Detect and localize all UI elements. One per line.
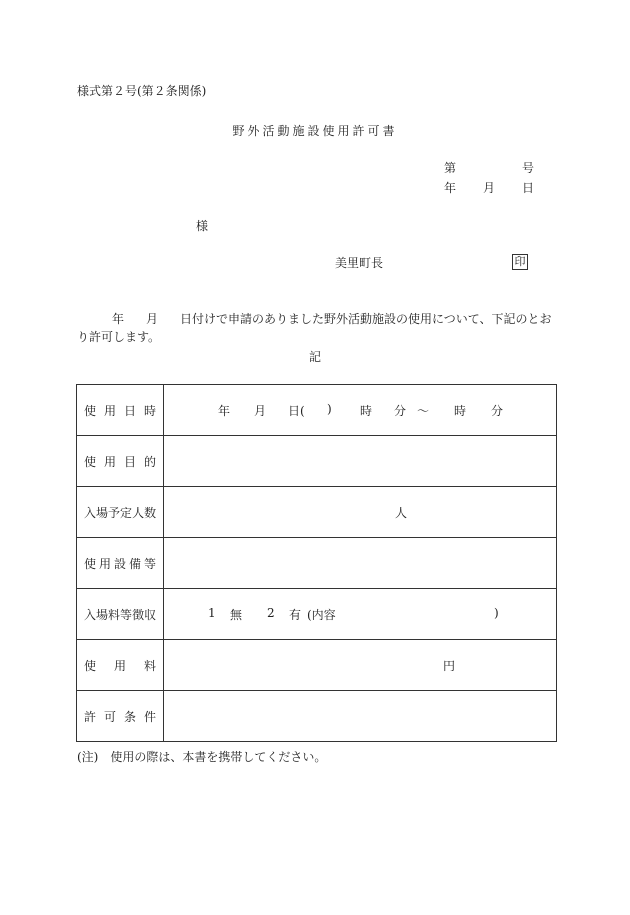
table-row-usage-date [77,385,557,436]
footnote: (注) 使用の際は、本書を携帯してください。 [77,750,327,764]
label-char: 入 [84,505,97,520]
body-text-line-1 [112,311,552,327]
label-char: 的 [143,454,156,469]
body-year-label: 年 [112,312,125,326]
table-row-fee [77,640,557,691]
ki-heading: 記 [308,350,321,364]
table-row-equipment [77,538,557,589]
issue-year-label: 年 [444,181,457,195]
number-label: 第 [444,161,457,175]
purpose-value [164,436,557,487]
body-month-label: 月 [146,312,159,326]
label-char: 使 [84,403,97,418]
label-char: 人 [132,505,145,520]
conditions-label [77,708,163,725]
label-char: 用 [113,658,126,673]
label-char: 用 [103,454,116,469]
table-row-attendance [77,487,557,538]
purpose-label [77,453,163,470]
table-row-purpose [77,436,557,487]
label-char: 用 [98,556,111,571]
table-row-admission [77,589,557,640]
issue-date-line [444,180,534,196]
body-line1-text: 日付けで申請のありました野外活動施設の使用について、下記のとお [180,312,552,326]
document-number-line [444,160,534,176]
fee-label [77,657,163,674]
admission-value: 1 無 2 有 (内容 ) [208,606,499,622]
table-row-conditions [77,691,557,742]
body-text-line-2: り許可します。 [77,330,161,344]
label-char: 使 [84,556,97,571]
label-char: 等 [143,556,156,571]
label-char: 使 [84,454,97,469]
usage-date-label [77,402,163,419]
issue-month-label: 月 [482,181,495,195]
equipment-label [77,555,163,572]
attendance-label [77,504,163,521]
label-char: 用 [103,403,116,418]
label-char: 目 [123,454,136,469]
label-char: 入 [84,607,97,622]
seal-mark: 印 [512,254,528,270]
fee-unit: 円 [443,659,456,673]
label-char: 許 [84,709,97,724]
label-char: 場 [96,505,109,520]
issuer-name: 美里町長 [335,256,384,270]
label-char: 場 [96,607,109,622]
label-char: 条 [123,709,136,724]
label-char: 料 [108,607,121,622]
number-suffix: 号 [521,161,534,175]
label-char: 日 [123,403,136,418]
conditions-value [164,691,557,742]
label-char: 予 [108,505,121,520]
label-char: 設 [113,556,126,571]
issue-day-label: 日 [521,181,534,195]
label-char: 可 [103,709,116,724]
label-char: 時 [143,403,156,418]
label-char: 数 [144,505,157,520]
admission-label [77,606,163,623]
document-title: 野外活動施設使用許可書 [232,124,398,138]
addressee-suffix: 様 [196,219,209,233]
label-char: 使 [84,658,97,673]
label-char: 収 [144,607,157,622]
label-char: 備 [128,556,141,571]
usage-date-value: 年 月 日( ) 時 分 ～ 時 分 [218,402,504,418]
equipment-value [164,538,557,589]
fee-value [164,640,556,690]
label-char: 件 [143,709,156,724]
label-char: 料 [143,658,156,673]
label-char: 徴 [132,607,145,622]
attendance-value [164,487,556,537]
permit-details-table [76,384,557,742]
form-number: 様式第２号(第２条関係) [77,84,207,98]
attendance-unit: 人 [395,506,408,520]
label-char: 等 [120,607,133,622]
label-char: 定 [120,505,133,520]
